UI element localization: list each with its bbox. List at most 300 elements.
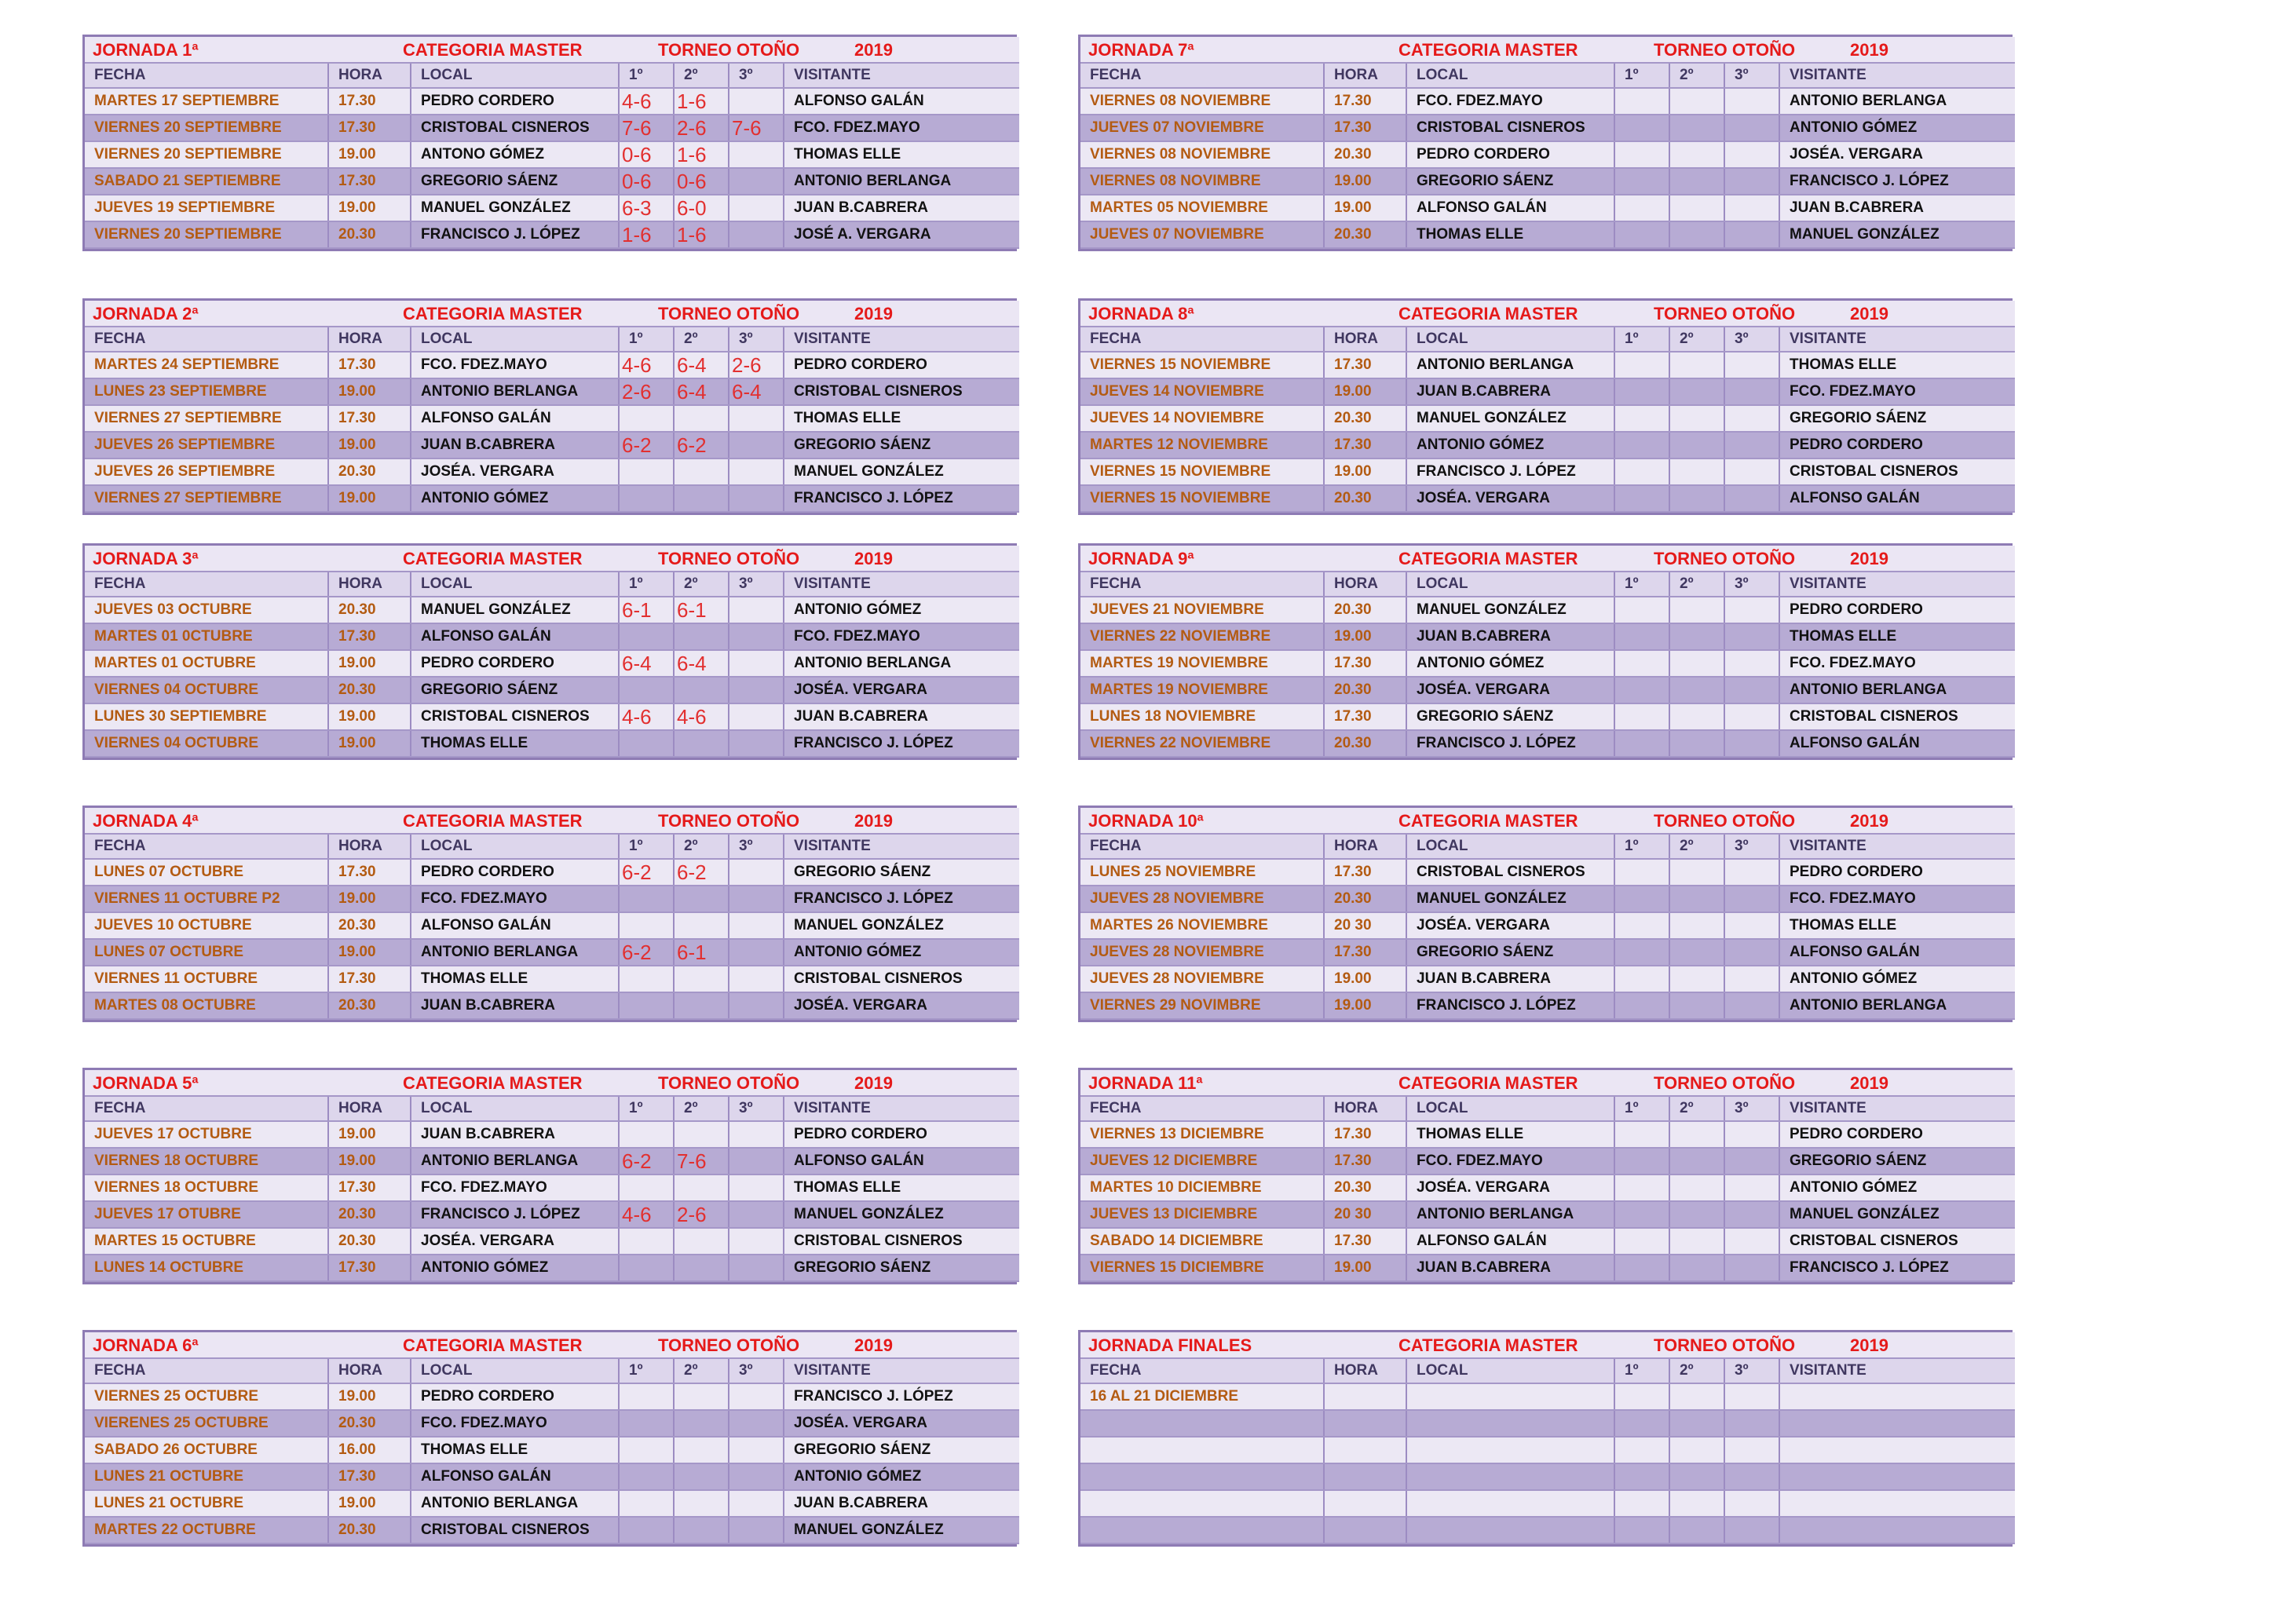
set2-score: 6-4 — [674, 378, 729, 405]
local-player — [1406, 1410, 1614, 1437]
table-row — [85, 1228, 1019, 1255]
set2-score — [1669, 195, 1724, 221]
set1-score — [1614, 1437, 1669, 1463]
table-row — [85, 115, 1019, 141]
visitor-player: ANTONIO GÓMEZ — [784, 597, 1019, 623]
visitor-player: ANTONIO GÓMEZ — [1779, 115, 2015, 141]
set2-score — [1669, 1410, 1724, 1437]
table-row — [1080, 939, 2015, 966]
set3-score — [729, 405, 784, 432]
jornada-title: JORNADA 9ª — [1088, 549, 1194, 568]
year-label: 2019 — [854, 1073, 893, 1093]
match-date: LUNES 21 OCTUBRE — [85, 1463, 328, 1490]
set3-score — [729, 1121, 784, 1148]
table-row — [85, 405, 1019, 432]
header-fecha: FECHA — [1080, 834, 1324, 859]
match-time: 19.00 — [1324, 966, 1406, 992]
set2-score: 1-6 — [674, 88, 729, 115]
table-row — [85, 623, 1019, 650]
jornada-title: JORNADA FINALES — [1088, 1335, 1252, 1355]
categoria-label: CATEGORIA MASTER — [1398, 40, 1578, 60]
set1-score — [1614, 378, 1669, 405]
table-row — [85, 650, 1019, 677]
local-player: GREGORIO SÁENZ — [1406, 703, 1614, 730]
set1-score — [1614, 195, 1669, 221]
match-time: 20.30 — [328, 677, 411, 703]
set2-score — [674, 677, 729, 703]
match-time: 20.30 — [1324, 141, 1406, 168]
match-time: 20.30 — [328, 912, 411, 939]
set1-score: 6-2 — [619, 939, 674, 966]
header-fecha: FECHA — [85, 327, 328, 352]
local-player: PEDRO CORDERO — [411, 1383, 619, 1410]
table-row — [1080, 966, 2015, 992]
match-date: MARTES 01 OCTUBRE — [85, 650, 328, 677]
set1-score — [1614, 1517, 1669, 1543]
set2-score — [1669, 168, 1724, 195]
match-time: 20.30 — [1324, 485, 1406, 512]
set3-score — [729, 1517, 784, 1543]
match-time: 20 30 — [1324, 1201, 1406, 1228]
header-hora: HORA — [1324, 327, 1406, 352]
set2-score: 6-2 — [674, 859, 729, 886]
local-player: JOSÉA. VERGARA — [411, 458, 619, 485]
local-player: MANUEL GONZÁLEZ — [411, 195, 619, 221]
visitor-player: ALFONSO GALÁN — [1779, 730, 2015, 757]
set1-score: 6-4 — [619, 650, 674, 677]
set1-score — [619, 1255, 674, 1281]
visitor-player — [1779, 1410, 2015, 1437]
match-time: 17.30 — [328, 859, 411, 886]
match-time: 19.00 — [1324, 378, 1406, 405]
local-player: FCO. FDEZ.MAYO — [411, 352, 619, 378]
match-date: LUNES 21 OCTUBRE — [85, 1490, 328, 1517]
set2-score — [1669, 1490, 1724, 1517]
jornada-table — [82, 543, 1017, 760]
match-time: 19.00 — [1324, 195, 1406, 221]
set2-score — [674, 966, 729, 992]
set1-score — [1614, 458, 1669, 485]
visitor-player: ANTONIO GÓMEZ — [1779, 1174, 2015, 1201]
categoria-label: CATEGORIA MASTER — [403, 304, 583, 323]
set1-score — [1614, 115, 1669, 141]
local-player: PEDRO CORDERO — [1406, 141, 1614, 168]
local-player: PEDRO CORDERO — [411, 650, 619, 677]
header-set3: 3º — [1724, 63, 1779, 88]
table-row — [85, 597, 1019, 623]
header-set2: 2º — [1669, 1358, 1724, 1383]
local-player: FRANCISCO J. LÓPEZ — [1406, 458, 1614, 485]
visitor-player: ANTONIO BERLANGA — [1779, 677, 2015, 703]
set1-score — [1614, 650, 1669, 677]
set1-score — [1614, 141, 1669, 168]
table-row — [1080, 886, 2015, 912]
local-player: ANTONIO BERLANGA — [411, 1148, 619, 1174]
set3-score — [1724, 352, 1779, 378]
table-row — [1080, 1201, 2015, 1228]
match-date: VIERNES 25 OCTUBRE — [85, 1383, 328, 1410]
set1-score — [619, 1121, 674, 1148]
match-time: 17.30 — [328, 115, 411, 141]
match-time: 17.30 — [1324, 939, 1406, 966]
set1-score — [619, 485, 674, 512]
set3-score — [729, 966, 784, 992]
jornada-table — [1078, 1068, 2013, 1284]
match-time: 17.30 — [1324, 650, 1406, 677]
year-label: 2019 — [1850, 40, 1888, 60]
match-time: 20 30 — [1324, 912, 1406, 939]
set1-score — [619, 730, 674, 757]
match-date: SABADO 21 SEPTIEMBRE — [85, 168, 328, 195]
set3-score — [729, 221, 784, 248]
header-set3: 3º — [729, 1096, 784, 1121]
set2-score — [1669, 912, 1724, 939]
match-date: LUNES 14 OCTUBRE — [85, 1255, 328, 1281]
match-date: MARTES 24 SEPTIEMBRE — [85, 352, 328, 378]
match-date: MARTES 19 NOVIEMBRE — [1080, 650, 1324, 677]
visitor-player — [1779, 1490, 2015, 1517]
visitor-player: ANTONIO GÓMEZ — [1779, 966, 2015, 992]
header-set3: 3º — [729, 327, 784, 352]
match-date: JUEVES 10 OCTUBRE — [85, 912, 328, 939]
match-date: VIERNES 08 NOVIMBRE — [1080, 168, 1324, 195]
table-row — [85, 1490, 1019, 1517]
set3-score — [1724, 115, 1779, 141]
match-time: 19.00 — [328, 1490, 411, 1517]
table-row — [85, 1201, 1019, 1228]
torneo-label: TORNEO OTOÑO — [1654, 811, 1796, 831]
table-row — [85, 703, 1019, 730]
header-set1: 1º — [619, 1358, 674, 1383]
match-date: VIERNES 08 NOVIEMBRE — [1080, 88, 1324, 115]
set2-score — [674, 405, 729, 432]
match-date: LUNES 25 NOVIEMBRE — [1080, 859, 1324, 886]
match-time — [1324, 1463, 1406, 1490]
set1-score: 6-2 — [619, 859, 674, 886]
table-row — [85, 1517, 1019, 1543]
set3-score — [729, 1463, 784, 1490]
match-time: 20.30 — [328, 597, 411, 623]
visitor-player: FCO. FDEZ.MAYO — [1779, 650, 2015, 677]
table-row — [85, 88, 1019, 115]
table-row — [85, 1121, 1019, 1148]
set3-score — [729, 939, 784, 966]
set3-score — [1724, 168, 1779, 195]
year-label: 2019 — [1850, 304, 1888, 323]
table-row — [1080, 1437, 2015, 1463]
jornada-title-bar — [85, 301, 1019, 327]
local-player: MANUEL GONZÁLEZ — [1406, 886, 1614, 912]
local-player: ANTONIO BERLANGA — [411, 939, 619, 966]
visitor-player: THOMAS ELLE — [1779, 623, 2015, 650]
match-time: 17.30 — [1324, 115, 1406, 141]
match-time: 19.00 — [328, 703, 411, 730]
match-time: 19.00 — [328, 195, 411, 221]
match-time: 19.00 — [328, 886, 411, 912]
set2-score — [1669, 623, 1724, 650]
header-fecha: FECHA — [1080, 1096, 1324, 1121]
set3-score — [1724, 1410, 1779, 1437]
set2-score — [1669, 1174, 1724, 1201]
match-time: 20.30 — [328, 1228, 411, 1255]
visitor-player: GREGORIO SÁENZ — [784, 1255, 1019, 1281]
match-time — [1324, 1437, 1406, 1463]
torneo-label: TORNEO OTOÑO — [658, 1073, 800, 1093]
table-row — [1080, 730, 2015, 757]
set3-score — [1724, 195, 1779, 221]
table-row — [1080, 1174, 2015, 1201]
set3-score — [1724, 1201, 1779, 1228]
set3-score — [729, 677, 784, 703]
categoria-label: CATEGORIA MASTER — [1398, 1073, 1578, 1093]
match-date: MARTES 15 OCTUBRE — [85, 1228, 328, 1255]
set1-score — [619, 1517, 674, 1543]
match-time: 17.30 — [328, 1255, 411, 1281]
table-row — [1080, 623, 2015, 650]
match-time: 19.00 — [1324, 623, 1406, 650]
set1-score — [1614, 221, 1669, 248]
local-player: ALFONSO GALÁN — [411, 405, 619, 432]
match-time: 19.00 — [328, 141, 411, 168]
match-date: JUEVES 07 NOVIEMBRE — [1080, 115, 1324, 141]
set2-score — [1669, 141, 1724, 168]
match-time: 20.30 — [328, 1410, 411, 1437]
table-row — [85, 168, 1019, 195]
set2-score — [1669, 1517, 1724, 1543]
set2-score: 6-4 — [674, 352, 729, 378]
set1-score — [619, 1228, 674, 1255]
header-local: LOCAL — [411, 63, 619, 88]
header-set2: 2º — [674, 63, 729, 88]
set1-score: 0-6 — [619, 141, 674, 168]
set2-score — [1669, 378, 1724, 405]
match-date: JUEVES 28 NOVIEMBRE — [1080, 939, 1324, 966]
set1-score — [1614, 939, 1669, 966]
local-player: CRISTOBAL CISNEROS — [1406, 115, 1614, 141]
table-row — [1080, 1228, 2015, 1255]
table-row — [1080, 1517, 2015, 1543]
jornada-title-bar — [1080, 37, 2015, 63]
local-player: JOSÉA. VERGARA — [1406, 485, 1614, 512]
year-label: 2019 — [854, 811, 893, 831]
set1-score — [619, 1463, 674, 1490]
set3-score — [1724, 141, 1779, 168]
match-date: VIERNES 15 DICIEMBRE — [1080, 1255, 1324, 1281]
header-set3: 3º — [729, 63, 784, 88]
set2-score — [674, 992, 729, 1019]
local-player: PEDRO CORDERO — [411, 859, 619, 886]
visitor-player: CRISTOBAL CISNEROS — [1779, 458, 2015, 485]
visitor-player: GREGORIO SÁENZ — [1779, 1148, 2015, 1174]
set2-score — [674, 1437, 729, 1463]
jornada-title: JORNADA 10ª — [1088, 811, 1204, 831]
local-player: ALFONSO GALÁN — [411, 912, 619, 939]
set3-score: 6-4 — [729, 378, 784, 405]
table-row — [1080, 1410, 2015, 1437]
header-hora: HORA — [328, 63, 411, 88]
set2-score — [674, 730, 729, 757]
set3-score — [729, 886, 784, 912]
match-date: MARTES 17 SEPTIEMBRE — [85, 88, 328, 115]
set3-score — [729, 1228, 784, 1255]
jornada-title: JORNADA 3ª — [93, 549, 199, 568]
set1-score — [619, 1437, 674, 1463]
year-label: 2019 — [854, 40, 893, 60]
local-player: MANUEL GONZÁLEZ — [1406, 597, 1614, 623]
table-row — [85, 1255, 1019, 1281]
set1-score: 6-2 — [619, 432, 674, 458]
match-date: VIERNES 22 NOVIEMBRE — [1080, 730, 1324, 757]
table-row — [85, 886, 1019, 912]
header-set2: 2º — [1669, 1096, 1724, 1121]
table-row — [1080, 378, 2015, 405]
set2-score — [1669, 1383, 1724, 1410]
set1-score — [619, 458, 674, 485]
table-row — [1080, 195, 2015, 221]
set1-score: 6-3 — [619, 195, 674, 221]
year-label: 2019 — [1850, 1335, 1888, 1355]
match-time: 20.30 — [328, 221, 411, 248]
header-set2: 2º — [1669, 63, 1724, 88]
match-date: MARTES 01 0CTUBRE — [85, 623, 328, 650]
set1-score: 6-2 — [619, 1148, 674, 1174]
header-hora: HORA — [1324, 572, 1406, 597]
torneo-label: TORNEO OTOÑO — [658, 811, 800, 831]
set2-score — [674, 1228, 729, 1255]
match-time: 20.30 — [1324, 597, 1406, 623]
local-player: THOMAS ELLE — [1406, 221, 1614, 248]
table-row — [85, 432, 1019, 458]
match-time: 20.30 — [328, 1201, 411, 1228]
local-player: ANTONIO GÓMEZ — [411, 485, 619, 512]
match-time: 20.30 — [1324, 677, 1406, 703]
header-set3: 3º — [1724, 1358, 1779, 1383]
match-time: 17.30 — [1324, 1228, 1406, 1255]
header-set2: 2º — [674, 327, 729, 352]
match-date: JUEVES 17 OCTUBRE — [85, 1121, 328, 1148]
jornada-title-bar — [1080, 1070, 2015, 1096]
match-date: JUEVES 26 SEPTIEMBRE — [85, 458, 328, 485]
set2-score — [1669, 352, 1724, 378]
visitor-player: ALFONSO GALÁN — [784, 1148, 1019, 1174]
match-date: JUEVES 17 OTUBRE — [85, 1201, 328, 1228]
set2-score — [1669, 485, 1724, 512]
match-date — [1080, 1490, 1324, 1517]
header-set2: 2º — [674, 572, 729, 597]
set2-score — [674, 1383, 729, 1410]
categoria-label: CATEGORIA MASTER — [1398, 811, 1578, 831]
local-player: FRANCISCO J. LÓPEZ — [1406, 730, 1614, 757]
set3-score — [729, 1383, 784, 1410]
header-set1: 1º — [1614, 572, 1669, 597]
set1-score — [1614, 485, 1669, 512]
local-player: FCO. FDEZ.MAYO — [411, 1174, 619, 1201]
set2-score: 6-2 — [674, 432, 729, 458]
set3-score — [1724, 859, 1779, 886]
header-local: LOCAL — [411, 1096, 619, 1121]
set1-score: 1-6 — [619, 221, 674, 248]
local-player: JOSÉA. VERGARA — [1406, 677, 1614, 703]
local-player: ANTONIO BERLANGA — [1406, 352, 1614, 378]
set2-score — [1669, 88, 1724, 115]
match-date: VIERNES 13 DICIEMBRE — [1080, 1121, 1324, 1148]
set3-score — [729, 458, 784, 485]
header-set3: 3º — [729, 834, 784, 859]
set1-score — [1614, 1383, 1669, 1410]
header-set3: 3º — [1724, 1096, 1779, 1121]
match-time: 19.00 — [328, 1121, 411, 1148]
set3-score — [1724, 485, 1779, 512]
set3-score — [729, 730, 784, 757]
table-row — [1080, 1255, 2015, 1281]
jornada-table — [1078, 543, 2013, 760]
set2-score — [674, 912, 729, 939]
set2-score — [1669, 939, 1724, 966]
table-row — [1080, 1463, 2015, 1490]
match-date: JUEVES 14 NOVIEMBRE — [1080, 405, 1324, 432]
set2-score — [674, 485, 729, 512]
match-date: LUNES 07 OCTUBRE — [85, 939, 328, 966]
match-date: VIERNES 11 OCTUBRE P2 — [85, 886, 328, 912]
match-time: 17.30 — [328, 88, 411, 115]
table-row — [1080, 703, 2015, 730]
match-date: JUEVES 28 NOVIEMBRE — [1080, 966, 1324, 992]
match-time: 17.30 — [1324, 1121, 1406, 1148]
jornada-table — [1078, 1330, 2013, 1547]
header-set1: 1º — [1614, 834, 1669, 859]
set2-score — [674, 623, 729, 650]
set3-score — [1724, 966, 1779, 992]
visitor-player: FCO. FDEZ.MAYO — [784, 623, 1019, 650]
set2-score — [1669, 458, 1724, 485]
match-date: LUNES 18 NOVIEMBRE — [1080, 703, 1324, 730]
match-time: 20.30 — [1324, 221, 1406, 248]
local-player: MANUEL GONZÁLEZ — [411, 597, 619, 623]
set1-score — [1614, 992, 1669, 1019]
match-time: 19.00 — [328, 730, 411, 757]
match-date: VIERNES 20 SEPTIEMBRE — [85, 141, 328, 168]
match-time: 19.00 — [328, 939, 411, 966]
match-time: 17.30 — [328, 623, 411, 650]
set1-score — [619, 405, 674, 432]
local-player: THOMAS ELLE — [1406, 1121, 1614, 1148]
set1-score — [1614, 597, 1669, 623]
local-player: JOSÉA. VERGARA — [411, 1228, 619, 1255]
match-date: VIERNES 04 OCTUBRE — [85, 730, 328, 757]
header-hora: HORA — [1324, 63, 1406, 88]
header-fecha: FECHA — [1080, 63, 1324, 88]
set1-score — [1614, 677, 1669, 703]
jornada-table — [1078, 35, 2013, 251]
local-player: JOSÉA. VERGARA — [1406, 912, 1614, 939]
set3-score — [729, 650, 784, 677]
torneo-label: TORNEO OTOÑO — [658, 304, 800, 323]
table-row — [1080, 597, 2015, 623]
local-player: JUAN B.CABRERA — [411, 432, 619, 458]
header-set3: 3º — [729, 1358, 784, 1383]
visitor-player — [1779, 1437, 2015, 1463]
match-date: JUEVES 14 NOVIEMBRE — [1080, 378, 1324, 405]
visitor-player: THOMAS ELLE — [1779, 352, 2015, 378]
visitor-player: CRISTOBAL CISNEROS — [1779, 1228, 2015, 1255]
set2-score: 1-6 — [674, 221, 729, 248]
table-row — [1080, 352, 2015, 378]
visitor-player: FRANCISCO J. LÓPEZ — [1779, 168, 2015, 195]
set3-score — [1724, 1228, 1779, 1255]
visitor-player: FCO. FDEZ.MAYO — [1779, 886, 2015, 912]
match-date: JUEVES 21 NOVIEMBRE — [1080, 597, 1324, 623]
torneo-label: TORNEO OTOÑO — [1654, 1073, 1796, 1093]
